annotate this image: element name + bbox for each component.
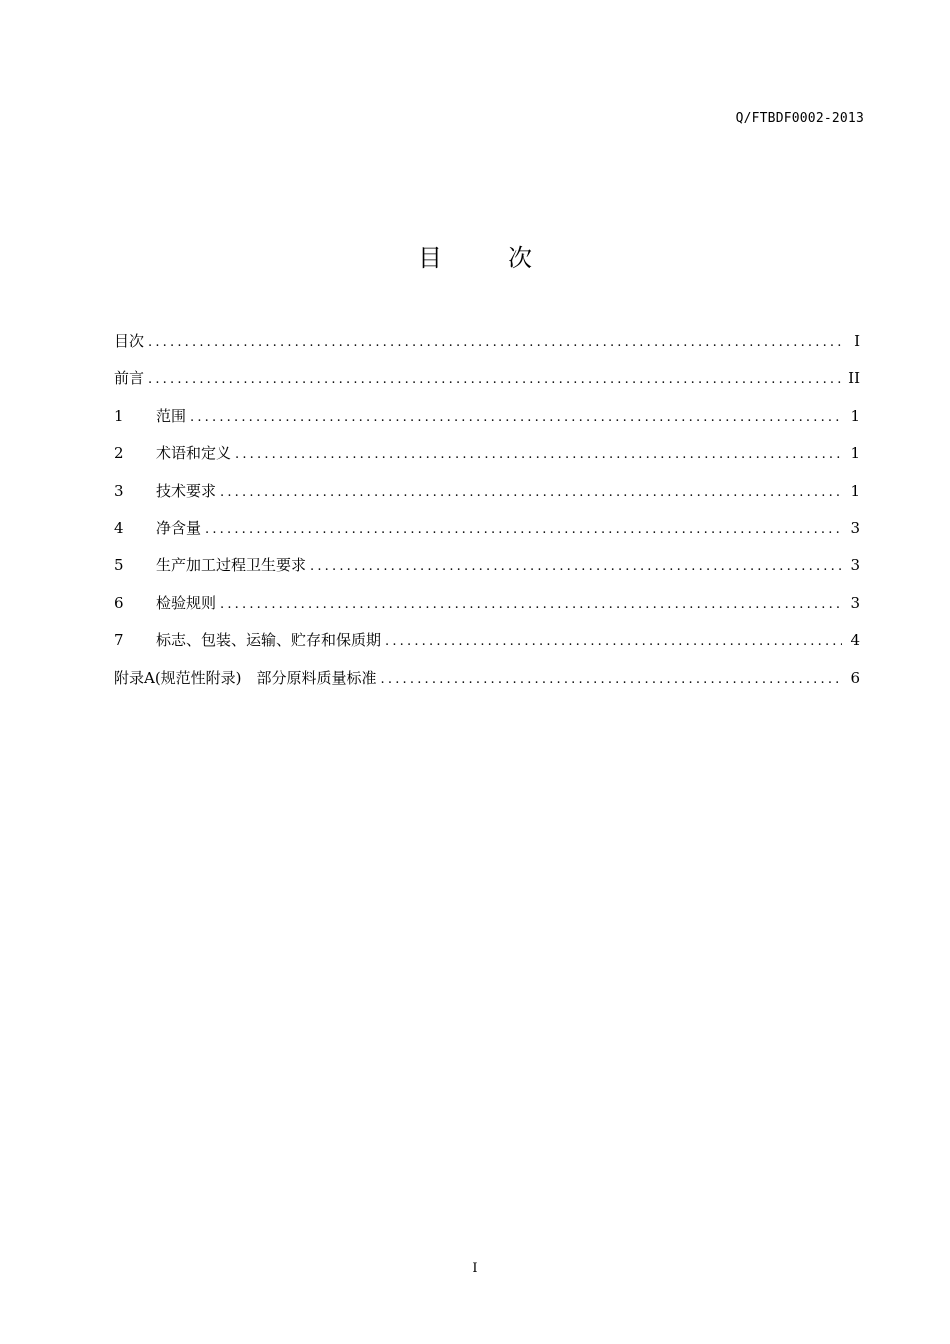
toc-entry-number: 3: [114, 481, 124, 500]
toc-entry-inspection[interactable]: [114, 593, 860, 630]
toc-leader-dots: [381, 670, 842, 690]
toc-leader-dots: [220, 595, 842, 615]
toc-entry-page: 1: [850, 481, 860, 500]
toc-entry-text: 前言: [114, 369, 145, 388]
toc-entry-technical-requirements[interactable]: [114, 481, 860, 518]
toc-entry-page: 1: [850, 406, 860, 425]
toc-entry-terms[interactable]: [114, 443, 860, 480]
toc-entry-number: 7: [114, 631, 124, 650]
toc-entry-number: 1: [114, 406, 124, 425]
toc-entry-scope[interactable]: [114, 406, 860, 443]
toc-entry-text: 净含量: [156, 518, 202, 537]
toc-entry-page: 4: [850, 631, 860, 650]
toc-leader-dots: [235, 445, 842, 465]
toc-entry-page: II: [848, 369, 860, 388]
toc-title: [0, 238, 950, 273]
toc-leader-dots: [220, 483, 842, 503]
toc-entry-page: 6: [850, 668, 860, 687]
toc-title-part2: 次: [508, 244, 532, 272]
toc-leader-dots: [205, 520, 842, 540]
toc-title-part1: 目: [418, 244, 442, 272]
toc-entry-toc[interactable]: [114, 331, 860, 368]
toc-entry-text: 目次: [114, 332, 145, 350]
toc-entry-text: 检验规则: [156, 593, 217, 612]
toc-entry-text: 技术要求: [156, 481, 217, 500]
toc-entry-net-content[interactable]: [114, 518, 860, 555]
toc-entry-marking[interactable]: [114, 630, 860, 667]
toc-list: [114, 331, 860, 705]
toc-entry-number: 2: [114, 444, 124, 463]
toc-entry-text: 标志、包装、运输、贮存和保质期: [156, 631, 382, 650]
toc-entry-text: 术语和定义: [156, 444, 232, 463]
toc-leader-dots: [148, 370, 842, 390]
toc-leader-dots: [310, 557, 842, 577]
toc-leader-dots: [190, 408, 842, 428]
toc-entry-foreword[interactable]: [114, 368, 860, 405]
toc-entry-hygiene[interactable]: [114, 555, 860, 592]
toc-entry-page: I: [854, 332, 860, 350]
toc-leader-dots: [385, 632, 842, 652]
toc-entry-page: 3: [850, 593, 860, 612]
document-code: Q/FTBDF0002-2013: [735, 111, 864, 126]
toc-entry-number: 5: [114, 556, 124, 575]
toc-entry-page: 3: [850, 518, 860, 537]
toc-entry-text: 生产加工过程卫生要求: [156, 556, 307, 575]
toc-entry-page: 3: [850, 556, 860, 575]
toc-entry-number: 4: [114, 518, 124, 537]
toc-entry-text: 范围: [156, 406, 187, 425]
toc-entry-appendix-a[interactable]: [114, 668, 860, 705]
toc-entry-text: 附录A(规范性附录) 部分原料质量标准: [114, 668, 377, 687]
page-number: I: [472, 1261, 478, 1276]
toc-entry-number: 6: [114, 593, 124, 612]
toc-entry-page: 1: [850, 444, 860, 463]
toc-leader-dots: [148, 333, 842, 353]
